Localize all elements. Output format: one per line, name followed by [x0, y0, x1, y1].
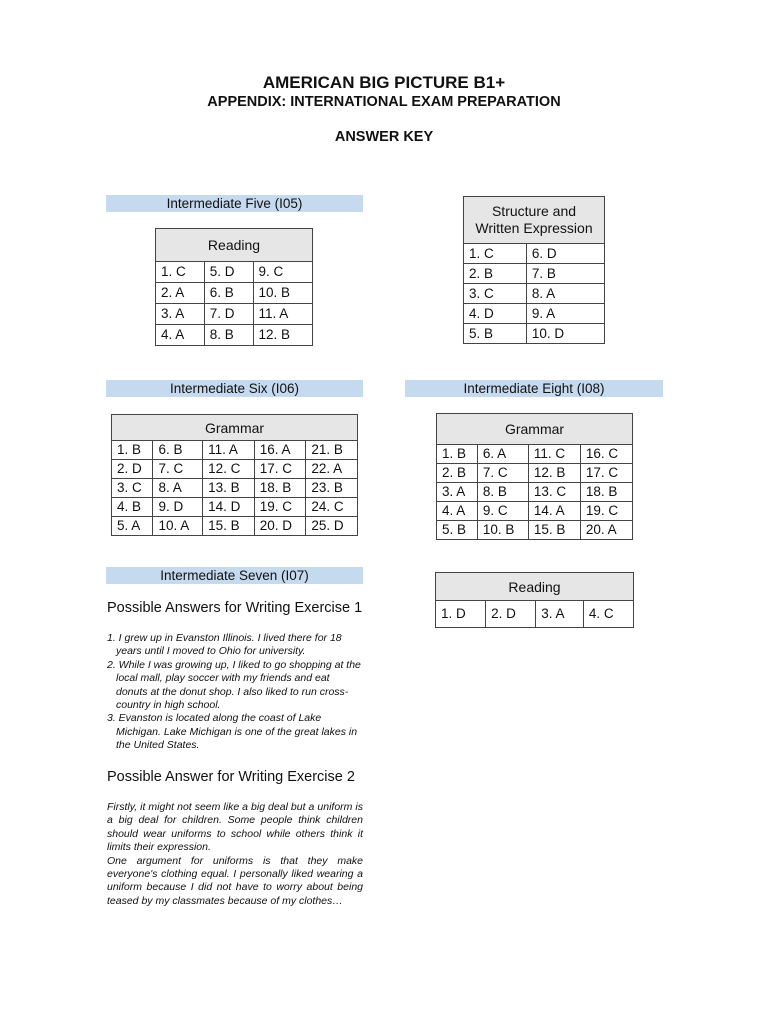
answer-cell: 7. D [204, 304, 253, 325]
answer-cell: 24. C [306, 498, 358, 517]
answer-cell: 23. B [306, 479, 358, 498]
answer-cell: 9. C [253, 262, 313, 283]
answer-cell: 7. C [153, 460, 203, 479]
answer-row [437, 445, 633, 464]
section-band-i06: Intermediate Six (I06) [106, 380, 363, 397]
answer-cell: 8. A [153, 479, 203, 498]
writing-exercise-2-heading: Possible Answer for Writing Exercise 2 [107, 769, 355, 785]
answer-cell: 1. B [437, 445, 478, 464]
answer-row [437, 502, 633, 521]
answer-cell: 9. C [477, 502, 528, 521]
answer-cell: 4. D [464, 304, 527, 324]
answer-row [437, 521, 633, 540]
answer-row [464, 304, 605, 324]
answer-cell: 13. B [203, 479, 255, 498]
answer-table-i05-reading [155, 228, 313, 346]
writing-answer-item: 3. Evanston is located along the coast of Lake Michigan. Lake Michigan is one of the great lakes in the United States. [107, 712, 358, 752]
answer-row [156, 304, 313, 325]
answer-cell: 19. C [254, 498, 306, 517]
table-header: Reading [436, 573, 634, 601]
writing-exercise-2-answer [107, 801, 363, 908]
answer-cell: 17. C [580, 464, 632, 483]
answer-cell: 12. C [203, 460, 255, 479]
answer-key-heading: ANSWER KEY [334, 129, 434, 145]
answer-row [437, 483, 633, 502]
answer-table-i06-grammar [111, 414, 358, 536]
answer-cell: 18. B [254, 479, 306, 498]
answer-cell: 11. C [528, 445, 580, 464]
answer-cell: 17. C [254, 460, 306, 479]
answer-row [464, 324, 605, 344]
answer-cell: 9. A [526, 304, 604, 324]
answer-table-i05-structure [463, 196, 605, 344]
answer-row [112, 517, 358, 536]
answer-row [156, 283, 313, 304]
answer-cell: 4. A [156, 325, 205, 346]
answer-cell: 6. D [526, 244, 604, 264]
document-title: AMERICAN BIG PICTURE B1+ [262, 73, 506, 92]
answer-row [112, 498, 358, 517]
answer-cell: 3. A [156, 304, 205, 325]
answer-cell: 4. B [112, 498, 153, 517]
answer-cell: 15. B [203, 517, 255, 536]
answer-cell: 5. A [112, 517, 153, 536]
answer-cell: 14. D [203, 498, 255, 517]
answer-row [464, 284, 605, 304]
answer-cell: 19. C [580, 502, 632, 521]
answer-cell: 7. C [477, 464, 528, 483]
answer-cell: 6. B [153, 441, 203, 460]
answer-cell: 25. D [306, 517, 358, 536]
answer-cell: 3. C [464, 284, 527, 304]
answer-table-i08-reading [435, 572, 634, 628]
answer-cell: 5. D [204, 262, 253, 283]
answer-cell: 16. C [580, 445, 632, 464]
answer-cell: 11. A [203, 441, 255, 460]
answer-cell: 18. B [580, 483, 632, 502]
answer-cell: 1. B [112, 441, 153, 460]
answer-cell: 13. C [528, 483, 580, 502]
answer-cell: 8. A [526, 284, 604, 304]
writing-answer-item: 1. I grew up in Evanston Illinois. I lived there for 18 years until I moved to Ohio for university. [107, 632, 342, 658]
answer-row [156, 262, 313, 283]
section-band-i07: Intermediate Seven (I07) [106, 567, 363, 584]
writing-exercise-1-answers [107, 632, 363, 753]
answer-row [112, 460, 358, 479]
writing-answer-paragraph: Firstly, it might not seem like a big deal but a uniform is a big deal for children. Some people think children should wear uniforms to school while others think it limits their expression. [107, 801, 363, 854]
answer-cell: 3. C [112, 479, 153, 498]
answer-cell: 22. A [306, 460, 358, 479]
answer-cell: 4. A [437, 502, 478, 521]
section-band-i08: Intermediate Eight (I08) [405, 380, 663, 397]
answer-cell: 9. D [153, 498, 203, 517]
answer-cell: 16. A [254, 441, 306, 460]
section-band-i05: Intermediate Five (I05) [106, 195, 363, 212]
answer-cell: 20. D [254, 517, 306, 536]
answer-cell: 5. B [464, 324, 527, 344]
answer-row [437, 464, 633, 483]
answer-cell: 3. A [437, 483, 478, 502]
writing-answer-paragraph: One argument for uniforms is that they make everyone's clothing equal. I personally liked wearing a uniform because I did not have to worry about being teased by my classmates because of my clothes… [107, 854, 363, 907]
answer-cell: 10. B [253, 283, 313, 304]
answer-cell: 5. B [437, 521, 478, 540]
answer-cell: 10. D [526, 324, 604, 344]
table-header-line: Structure and [491, 203, 577, 219]
answer-cell: 1. D [436, 601, 486, 628]
answer-cell: 6. B [204, 283, 253, 304]
answer-cell: 6. A [477, 445, 528, 464]
document-subtitle: APPENDIX: INTERNATIONAL EXAM PREPARATION [207, 94, 561, 110]
answer-cell: 3. A [536, 601, 584, 628]
answer-row [156, 325, 313, 346]
answer-row [464, 244, 605, 264]
table-header: Reading [156, 229, 313, 262]
answer-table-i08-grammar [436, 413, 633, 540]
writing-answer-item: 2. While I was growing up, I liked to go shopping at the local mall, play soccer with my friends and eat donuts at the donut shop. I also liked to run cross-country in high school. [107, 658, 361, 712]
answer-cell: 4. C [583, 601, 633, 628]
answer-cell: 8. B [204, 325, 253, 346]
answer-cell: 12. B [253, 325, 313, 346]
answer-cell: 21. B [306, 441, 358, 460]
table-header: Grammar [112, 415, 358, 441]
answer-cell: 2. B [437, 464, 478, 483]
answer-cell: 2. D [486, 601, 536, 628]
answer-row [464, 264, 605, 284]
answer-cell: 2. D [112, 460, 153, 479]
answer-cell: 14. A [528, 502, 580, 521]
answer-cell: 20. A [580, 521, 632, 540]
table-header-line: Written Expression [475, 220, 593, 236]
answer-cell: 8. B [477, 483, 528, 502]
answer-row [112, 441, 358, 460]
answer-cell: 7. B [526, 264, 604, 284]
answer-cell: 1. C [464, 244, 527, 264]
answer-cell: 10. A [153, 517, 203, 536]
writing-exercise-1-heading: Possible Answers for Writing Exercise 1 [107, 600, 363, 616]
table-header: Grammar [437, 414, 633, 445]
answer-row [436, 601, 634, 628]
table-header [464, 197, 605, 244]
answer-cell: 10. B [477, 521, 528, 540]
answer-row [112, 479, 358, 498]
answer-cell: 2. A [156, 283, 205, 304]
answer-cell: 1. C [156, 262, 205, 283]
answer-cell: 11. A [253, 304, 313, 325]
answer-cell: 15. B [528, 521, 580, 540]
answer-cell: 2. B [464, 264, 527, 284]
answer-cell: 12. B [528, 464, 580, 483]
